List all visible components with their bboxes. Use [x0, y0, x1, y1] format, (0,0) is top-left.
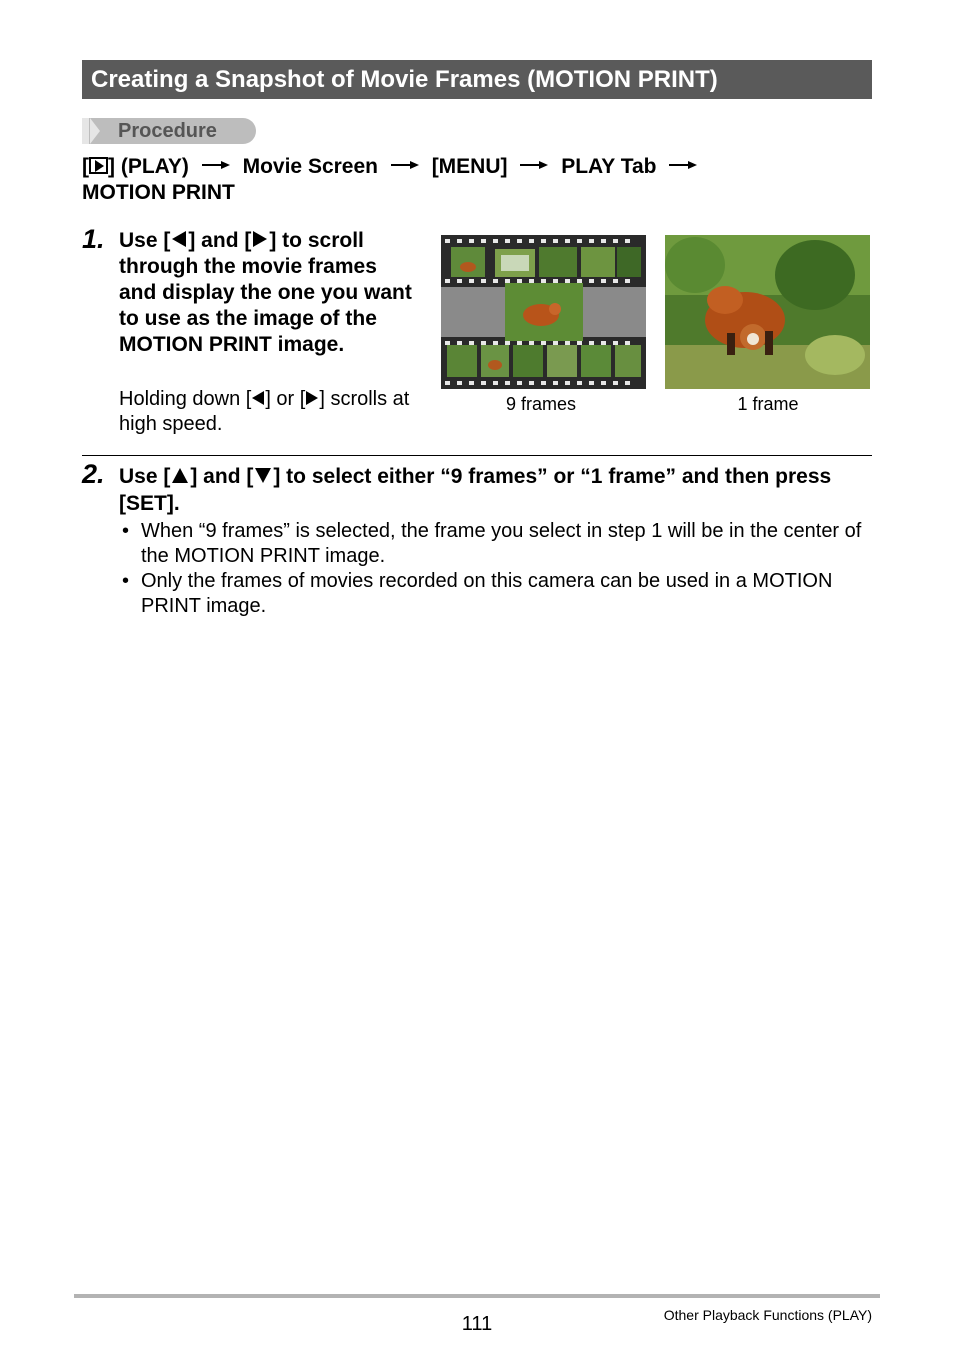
arrow-right-icon: [201, 160, 231, 170]
bullet-text: Only the frames of movies recorded on this camera can be used in a MOTION PRINT image.: [141, 570, 833, 617]
bullet-text: When “9 frames” is selected, the frame you select in step 1 will be in the center of the MOTION PRINT image.: [141, 520, 862, 567]
section-title: Creating a Snapshot of Movie Frames (MOTION PRINT): [82, 60, 872, 99]
step-2-text-c: ] to select either “9 frames” or “1 frame” and then press [SET].: [119, 465, 832, 515]
arrow-right-icon: [390, 160, 420, 170]
nine-frames-caption: 9 frames: [505, 394, 577, 414]
step-1-note: [119, 387, 429, 437]
triangle-left-icon: [172, 231, 186, 247]
step-1-note-b: ] or [: [265, 388, 306, 410]
path-play: ] (PLAY): [108, 155, 189, 178]
step-2-text-a: Use [: [119, 465, 171, 488]
path-menu: [MENU]: [431, 155, 508, 178]
path-play-tab: PLAY Tab: [561, 155, 657, 178]
list-item: [119, 569, 879, 619]
footer-divider: [74, 1294, 880, 1298]
triangle-right-icon: [253, 231, 267, 247]
step-2-instruction: [119, 463, 879, 517]
step-1-note-a: Holding down [: [119, 388, 252, 410]
page-number: 111: [461, 1313, 493, 1335]
bullet-icon: •: [122, 520, 130, 542]
path-bracket-open: [: [82, 155, 89, 178]
step-2-number: 2.: [82, 459, 105, 489]
procedure-stripe: [82, 118, 89, 144]
list-item: [119, 519, 879, 569]
procedure-label: Procedure: [118, 120, 217, 142]
one-frame-image: [665, 235, 870, 389]
nine-frames-image: [441, 235, 646, 389]
triangle-down-icon: [255, 468, 271, 483]
arrow-right-icon: [668, 160, 698, 170]
procedure-badge: [82, 118, 256, 144]
bullet-icon: •: [122, 570, 130, 592]
step-1-instruction: [119, 228, 419, 358]
triangle-up-icon: [172, 468, 188, 483]
arrow-right-icon: [519, 160, 549, 170]
step-2-notes: [119, 519, 879, 619]
play-icon: [89, 157, 108, 174]
step-2-text-b: ] and [: [190, 465, 254, 488]
step-1-text-c: ] to scroll through the movie frames and display the one you want to use as the image of the MOTION PRINT image.: [119, 229, 412, 356]
path-motion-print: MOTION PRINT: [82, 181, 235, 204]
divider: [82, 455, 872, 456]
footer-section-name: Other Playback Functions (PLAY): [663, 1307, 872, 1323]
triangle-right-icon: [306, 391, 318, 405]
step-1-number: 1.: [82, 224, 105, 254]
menu-path: [82, 154, 872, 206]
procedure-chevron-icon: [90, 118, 100, 144]
step-1-text-b: ] and [: [188, 229, 252, 252]
step-1-note-c: ] scrolls at high speed.: [119, 388, 410, 435]
triangle-left-icon: [252, 391, 264, 405]
one-frame-caption: 1 frame: [737, 394, 799, 414]
step-1-text-a: Use [: [119, 229, 171, 252]
path-movie-screen: Movie Screen: [242, 155, 378, 178]
